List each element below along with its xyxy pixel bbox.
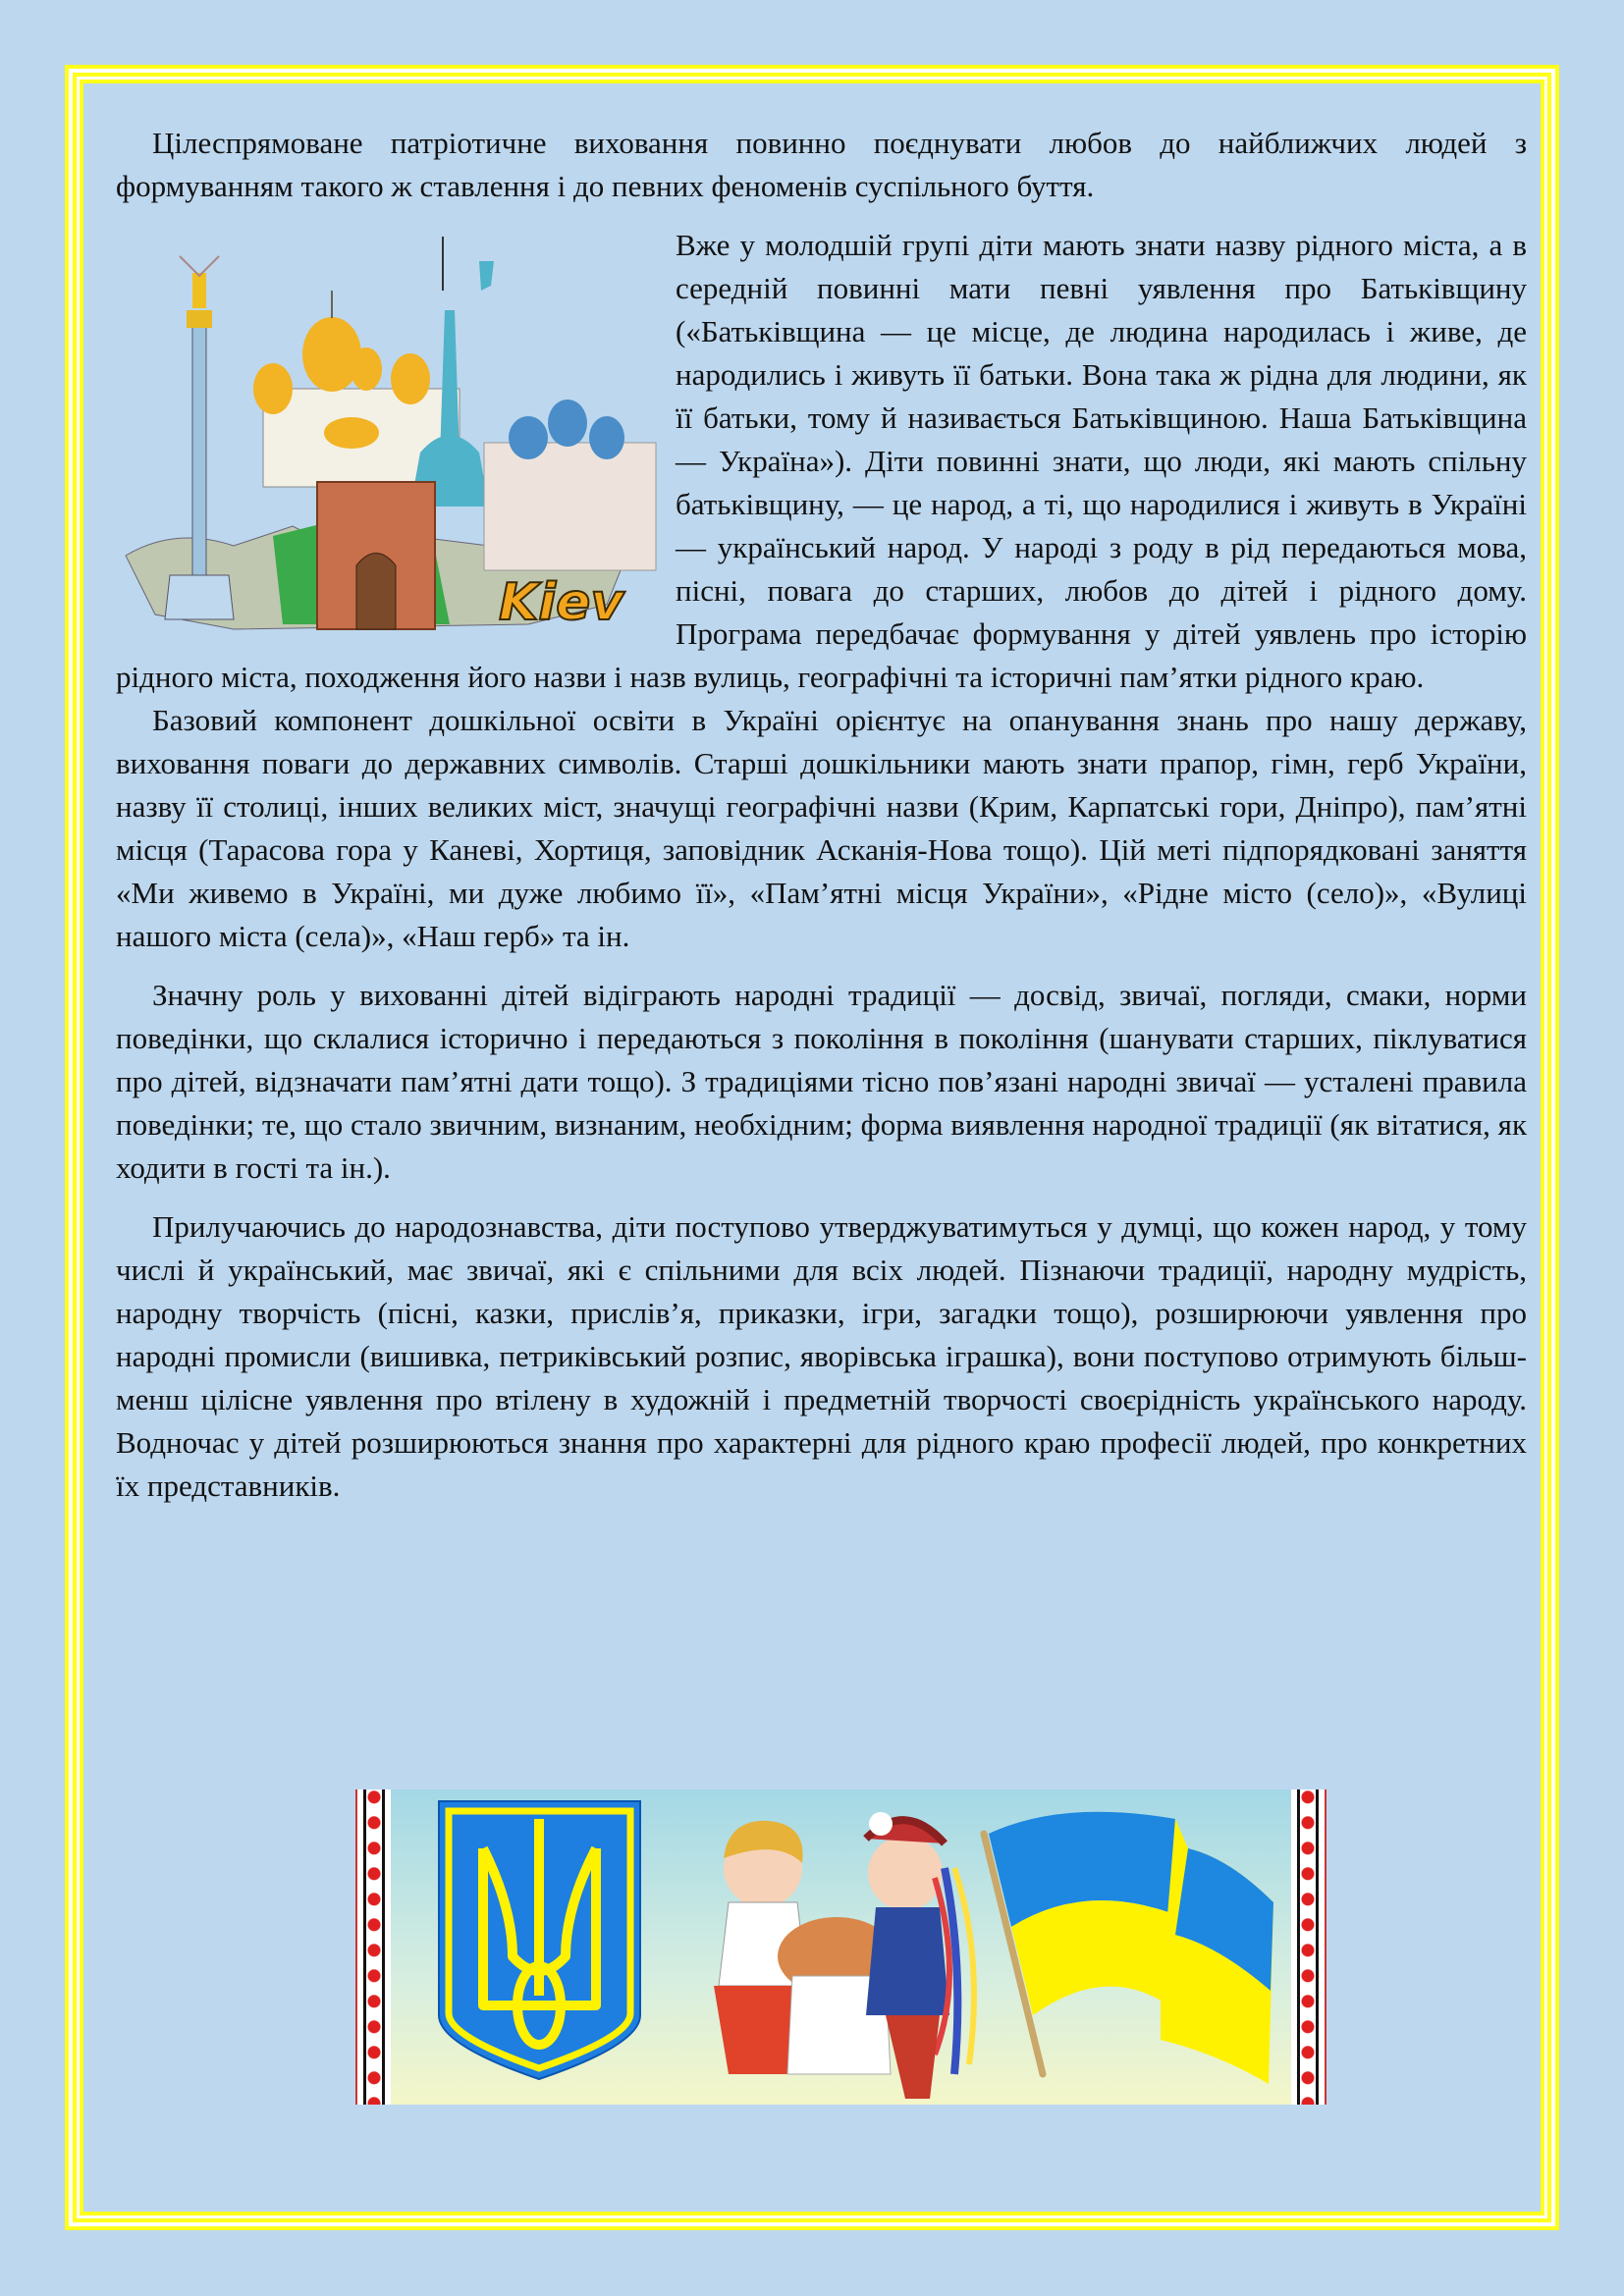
kiev-landmarks-icon — [116, 232, 666, 634]
paragraph-intro: Цілеспрямоване патріотичне виховання повинно поєднувати любов до найближчих людей з формуванням такого ж ставлення і до певних феноменів суспільного буття. — [116, 126, 1527, 203]
paragraph-basic-component: Базовий компонент дошкільної освіти в Україні орієнтує на опанування знань про нашу державу, виховання поваги до державних символів. Старші дошкільники мають знати прапор, гімн, герб України, назву її столиці, інших великих міст, значущі географічні назви (Крим, Карпатські гори, Дніпро), пам’ятні місця (Тарасова гора у Каневі, Хортиця, заповідник Асканія-Нова тощо). Цій меті підпорядковані заняття «Ми живемо в Україні, ми дуже любимо її», «Пам’ятні місця України», «Рідне місто (село)», «Вулиці нашого міста (села)», «Наш герб» та ін. — [116, 703, 1527, 953]
paragraph-homeland: Вже у молодшій групі діти мають знати назву рідного міста, а в середній повинні мати певні уявлення про Батьківщину («Батьківщина — це місце, де людина народилась і живе, де народились і живуть її батьки. Вона така ж рідна для людини, як її батьки, тому й називається Батьківщиною. Наша Батьківщина — Україна»). Діти повинні знати, що люди, які мають спільну батьківщину, — це народ, а ті, що народилися і живуть в Україні — український народ. У народі з роду в рід передаються мова, пісні, повага до старших, любов до дітей і рідного дому. Програма передбачає формування у дітей уявлень про історію рідного міста, походження його назви і назв вулиць, географічні та історичні пам’ятки рідного краю. — [116, 228, 1527, 694]
coat-of-arms-trident-icon — [439, 1801, 640, 2079]
document-body — [116, 122, 1527, 1508]
svg-text:Kiev: Kiev — [499, 573, 624, 632]
ukraine-symbols-banner — [355, 1789, 1326, 2105]
kiev-landmarks-illustration — [116, 232, 666, 634]
paragraph-folk-studies: Прилучаючись до народознавства, діти поступово утверджуватимуться у думці, що кожен народ, у тому числі й український, має звичаї, які є спільними для всіх людей. Пізнаючи традиції, народну мудрість, народну творчість (пісні, казки, прислів’я, приказки, ігри, загадки тощо), розширюючи уявлення про народні промисли (вишивка, петриківський розпис, яворівська іграшка), вони поступово отримують більш-менш цілісне уявлення про втілену в художній і предметній творчості своєрідність українського народу. Водночас у дітей розширюються знання про характерні для рідного краю професії людей, про конкретних їх представників. — [116, 1209, 1527, 1503]
paragraph-folk-traditions: Значну роль у вихованні дітей відіграють народні традиції — досвід, звичаї, погляди, смаки, норми поведінки, що склалися історично і передаються з покоління в покоління (шанувати старших, піклуватися про дітей, відзначати пам’ятні дати тощо). З традиціями тісно пов’язані народні звичаї — усталені правила поведінки; те, що стало звичним, визнаним, необхідним; форма виявлення народної традиції (як вітатися, як ходити в гості та ін.). — [116, 978, 1527, 1185]
ukraine-flag-icon — [984, 1812, 1273, 2084]
children-with-korovai-icon — [714, 1812, 974, 2099]
